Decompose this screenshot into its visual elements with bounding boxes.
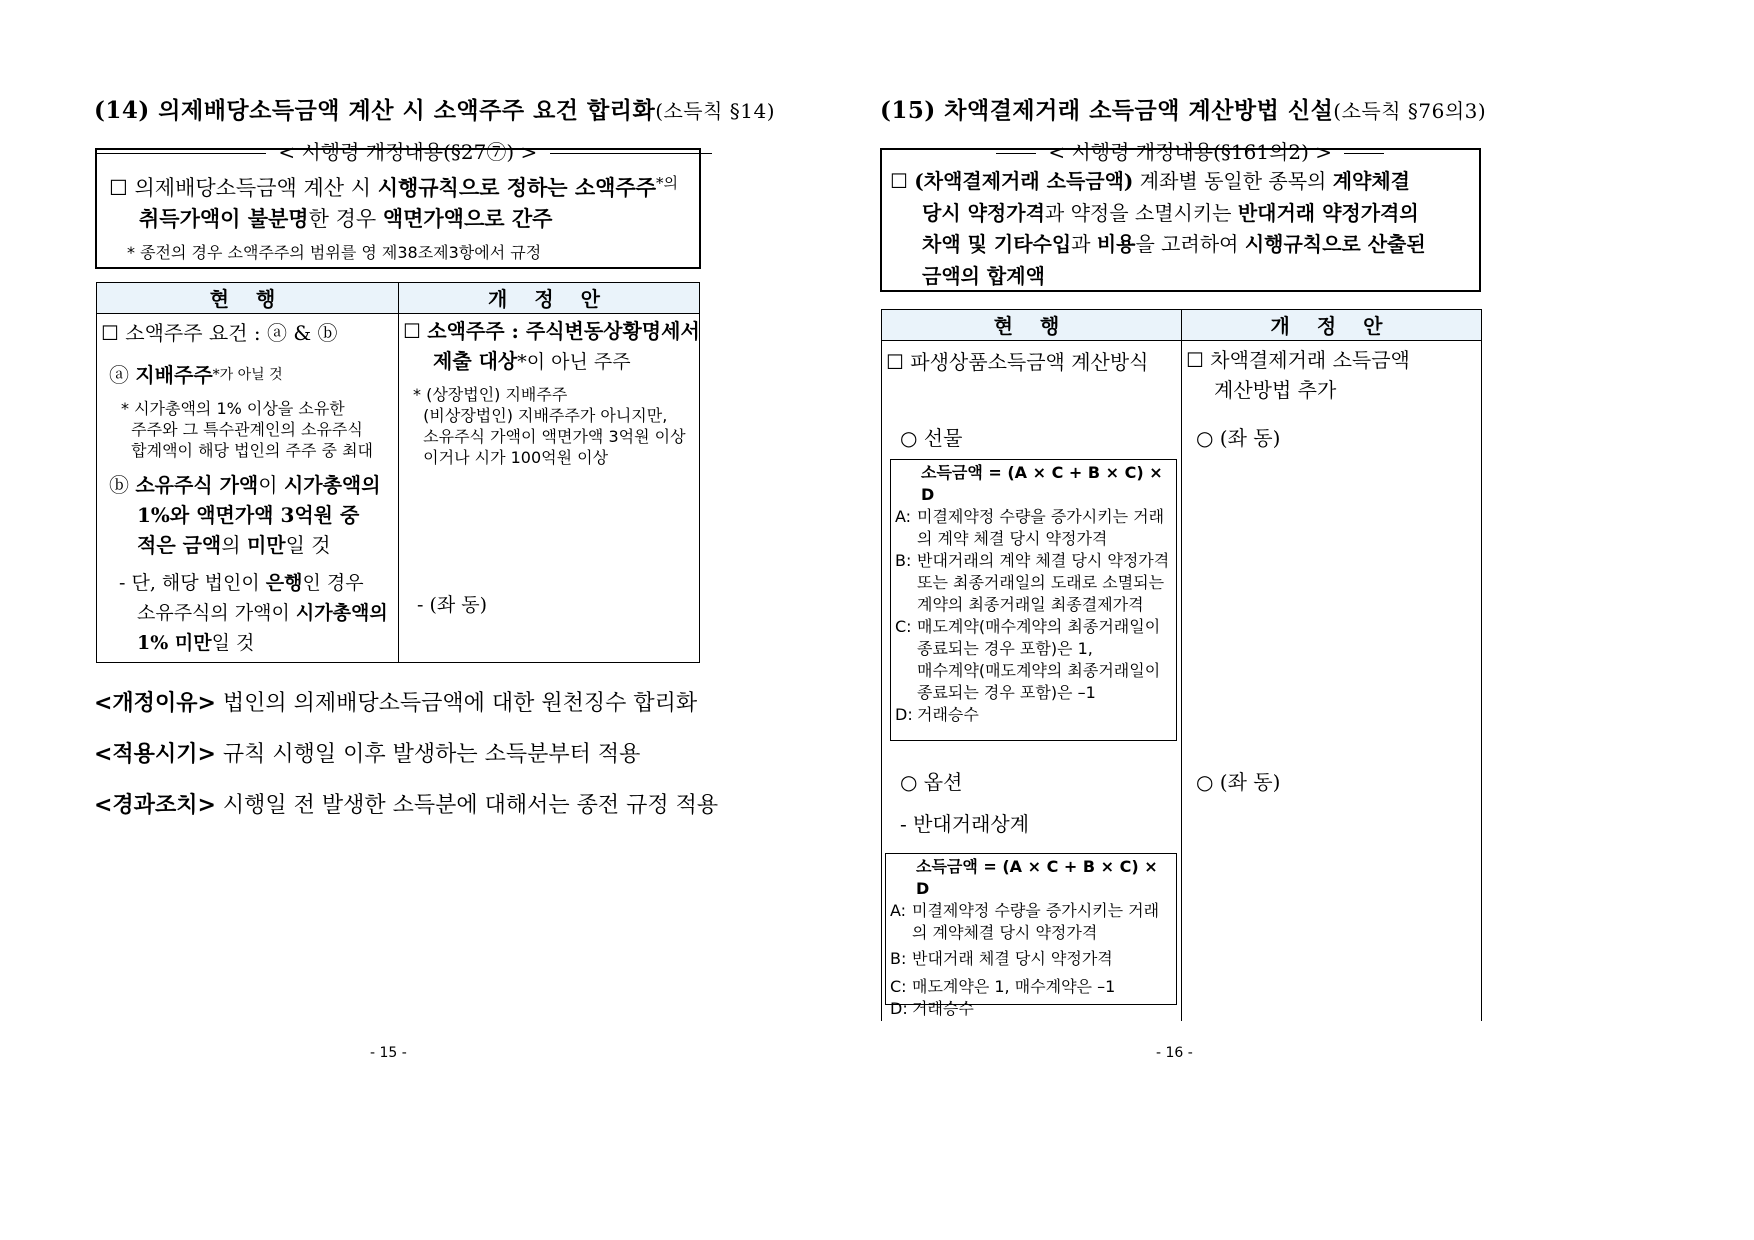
revised-same-as-left: - (좌 동) bbox=[417, 594, 488, 616]
banner-text: < 시행령 개정내용(§161의2) > bbox=[1048, 140, 1333, 164]
current-item-a: ⓐ 지배주주$^{*가 아닐 것}$ bbox=[109, 363, 283, 387]
banner-text: < 시행령 개정내용(§27⑦) > bbox=[278, 140, 538, 164]
page-number: - 15 - bbox=[370, 1045, 407, 1061]
reason-line: <개정이유> 법인의 의제배당소득금액에 대한 원천징수 합리화 bbox=[94, 691, 698, 716]
option-def-d: D: 거래승수 bbox=[890, 999, 974, 1018]
col-header-current: 현 행 bbox=[97, 283, 399, 314]
futures-def-d: D: 거래승수 bbox=[895, 705, 979, 724]
revised-definition: ☐ 소액주주 : 주식변동상황명세서 제출 대상*이 아닌 주주 bbox=[403, 319, 700, 373]
revised-method: ☐ 차액결제거래 소득금액 계산방법 추가 bbox=[1186, 348, 1410, 402]
futures-def-c: C: 매도계약(매수계약의 최종거래일이 종료되는 경우 포함)은 1, 매수계약(매도계약의 최종거래일이 종료되는 경우 포함)은 –1 bbox=[895, 617, 1161, 702]
option-formula: 소득금액 = (A × C + B × C) × D bbox=[916, 857, 1158, 898]
futures-def-b: B: 반대거래의 계약 체결 당시 약정가격 또는 최종거래일의 도래로 소멸되는 계약의 최종거래일 최종결제가격 bbox=[895, 551, 1170, 614]
futures-def-a: A: 미결제약정 수량을 증가시키는 거래의 계약 체결 당시 약정가격 bbox=[895, 507, 1165, 548]
current-proviso: - 단, 해당 법인이 은행인 경우 소유주식의 가액이 시가총액의 1% 미만일 것 bbox=[119, 572, 388, 654]
amendment-line-1: ☐ 의제배당소득금액 계산 시 시행규칙으로 정하는 소액주주$^{*의}$ bbox=[109, 174, 679, 200]
comparison-table bbox=[881, 309, 1482, 1021]
amendment-box bbox=[880, 148, 1481, 292]
section-title-text: (15) 차액결제거래 소득금액 계산방법 신설 bbox=[880, 97, 1334, 124]
current-cell bbox=[882, 341, 1182, 1022]
col-header-revised: 개 정 안 bbox=[1182, 310, 1482, 341]
timing-line: <적용시기> 규칙 시행일 이후 발생하는 소득분부터 적용 bbox=[94, 742, 641, 767]
option-sub-label: - 반대거래상계 bbox=[900, 812, 1030, 836]
revised-cell bbox=[1182, 341, 1482, 1022]
section-title-14 bbox=[94, 92, 775, 125]
section-title-source: (소득칙 §76의3) bbox=[1333, 99, 1487, 123]
revised-footnote: * (상장법인) 지배주주 (비상장법인) 지배주주가 아니지만, 소유주식 가액이 액면가액 3억원 이상 이거나 시가 100억원 이상 bbox=[413, 385, 686, 467]
revised-same-futures: ○ (좌 동) bbox=[1196, 426, 1281, 450]
futures-formula-box bbox=[890, 459, 1177, 741]
revised-same-option: ○ (좌 동) bbox=[1196, 770, 1281, 794]
option-formula-box bbox=[885, 853, 1177, 1018]
futures-label: ○ 선물 bbox=[900, 426, 963, 450]
comparison-table bbox=[96, 282, 700, 663]
current-item-a-note: * 시가총액의 1% 이상을 소유한 주주와 그 특수관계인의 소유주식 합계액이 해당 법인의 주주 중 최대 bbox=[121, 399, 373, 460]
option-def-c: C: 매도계약은 1, 매수계약은 –1 bbox=[890, 977, 1116, 996]
amendment-footnote: * 종전의 경우 소액주주의 범위를 영 제38조제3항에서 규정 bbox=[127, 243, 542, 262]
option-def-a: A: 미결제약정 수량을 증가시키는 거래의 계약체결 당시 약정가격 bbox=[890, 901, 1160, 942]
transition-line: <경과조치> 시행일 전 발생한 소득분에 대해서는 종전 규정 적용 bbox=[94, 793, 719, 818]
current-requirement: ☐ 소액주주 요건 : ⓐ & ⓑ bbox=[101, 321, 338, 345]
current-item-b: ⓑ 소유주식 가액이 시가총액의 1%와 액면가액 3억원 중 적은 금액의 미만일 것 bbox=[109, 473, 381, 557]
col-header-revised: 개 정 안 bbox=[399, 283, 700, 314]
option-def-b: B: 반대거래 체결 당시 약정가격 bbox=[890, 949, 1113, 968]
col-header-current: 현 행 bbox=[882, 310, 1182, 341]
page-number: - 16 - bbox=[1156, 1045, 1193, 1061]
revised-cell bbox=[399, 314, 700, 663]
current-cell bbox=[97, 314, 399, 663]
amendment-text: ☐ (차액결제거래 소득금액) 계좌별 동일한 종목의 계약체결 당시 약정가격과 약정을 소멸시키는 반대거래 약정가격의 차액 및 기타수입과 비용을 고려하여 시행규칙으로 산출된 금액의 합계액 bbox=[890, 169, 1426, 288]
option-label: ○ 옵션 bbox=[900, 770, 963, 794]
amendment-box bbox=[95, 148, 701, 269]
futures-formula: 소득금액 = (A × C + B × C) × D bbox=[921, 463, 1163, 504]
current-method: ☐ 파생상품소득금액 계산방식 bbox=[886, 350, 1149, 374]
amendment-line-2: 취득가액이 불분명한 경우 액면가액으로 간주 bbox=[139, 206, 553, 231]
section-title-source: (소득칙 §14) bbox=[655, 99, 776, 123]
section-title-text: (14) 의제배당소득금액 계산 시 소액주주 요건 합리화 bbox=[94, 97, 656, 124]
section-title-15 bbox=[880, 92, 1486, 125]
